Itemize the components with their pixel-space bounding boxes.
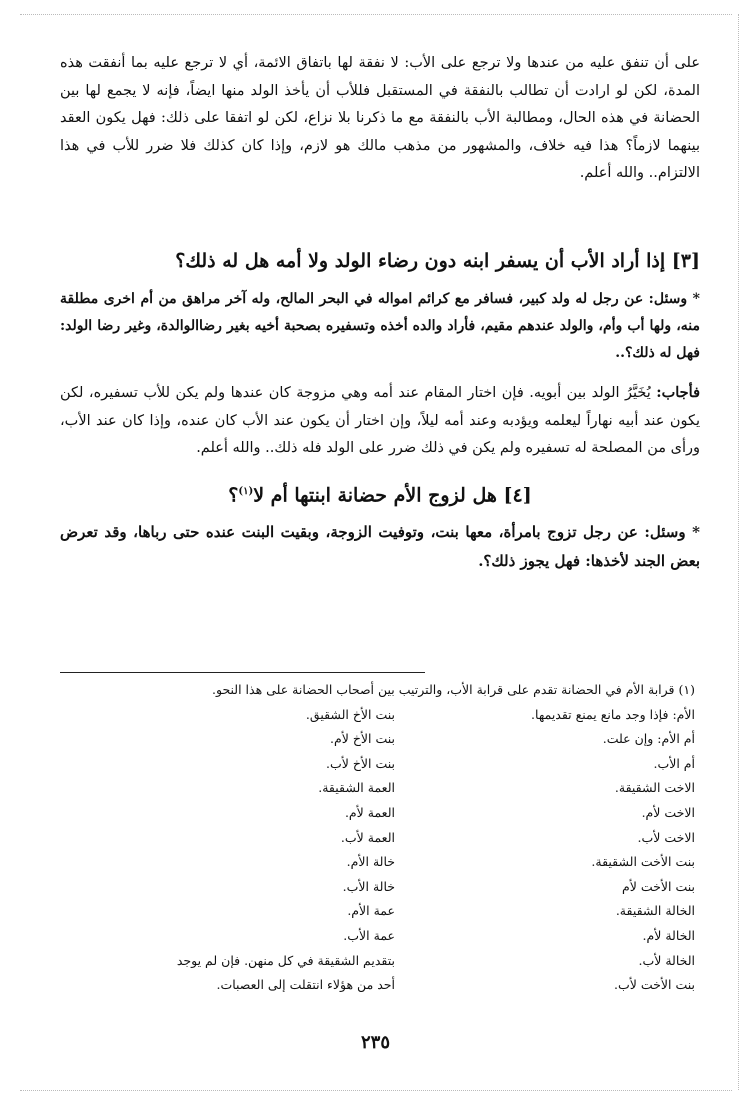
list-item: الاخت الشقيقة. — [614, 780, 695, 796]
footnote-divider — [60, 672, 425, 673]
list-item: العمة لأب. — [340, 829, 395, 845]
section-3-answer — [60, 379, 700, 463]
list-item: عمة الأم. — [347, 903, 395, 919]
list-item: خالة الأم. — [346, 854, 395, 870]
list-item: بنت الأخ لأب. — [325, 755, 395, 771]
list-item: الخالة الشقيقة. — [615, 903, 695, 919]
list-item: بتقديم الشقيقة في كل منهن. فإن لم يوجد — [176, 952, 395, 968]
scan-border-right — [738, 14, 739, 1090]
list-item: العمة لأم. — [344, 804, 395, 820]
section-4-heading-end: ؟ — [228, 483, 239, 506]
list-item: أحد من هؤلاء انتقلت إلى العصبات. — [216, 977, 395, 993]
scan-border-bottom — [20, 1090, 732, 1091]
list-item: الخالة لأب. — [638, 952, 695, 968]
footnote — [60, 678, 695, 998]
footnote-marker: (١) — [238, 485, 254, 497]
list-item: بنت الأخت لأب. — [614, 977, 695, 993]
answer-body: يُخَيَّرُ الولد بين أبويه. فإن اختار المقام عند أمه وهي مزوجة كان عندها ولم يكن للأب تسفيره، لكن يكون عند أبيه نهاراً ليعلمه ويؤدبه وعند أمه ليلاً، وإن اختار أن يكون عند الأب كان عنده، وإذا كان عند الأب، ورأى من المصلحة له تسفيره ولم يكن في ذلك ضرر على الولد فله ذلك.. والله أعلم. — [60, 385, 700, 456]
section-4-heading-text: [٤] هل لزوج الأم حضانة ابنتها أم لا — [253, 483, 532, 506]
list-item: بنت الأخت الشقيقة. — [591, 854, 695, 870]
list-item: خالة الأب. — [342, 878, 395, 894]
list-item: بنت الأخت لأم — [622, 878, 695, 894]
answer-lead: فأجاب: — [656, 384, 700, 401]
list-item: الاخت لأب. — [637, 829, 695, 845]
footnote-columns — [60, 703, 695, 998]
list-item: عمة الأب. — [343, 927, 395, 943]
list-item: الأم: فإذا وجد مانع يمنع تقديمها. — [531, 706, 695, 722]
footnote-right-column — [395, 703, 695, 998]
scan-border-top — [20, 14, 732, 15]
intro-paragraph: على أن تنفق عليه من عندها ولا ترجع على الأب: لا نفقة لها باتفاق الائمة، أي لا ترجع عليه بما أنفقت هذه المدة، لكن لو ارادت أن تطالب بالنفقة في المستقبل فللأب أن يأخذ الولد منها ايضاً، فإنه لا يجمع لها بين الحضانة في هذه الحال، ومطالبة الأب بالنفقة مع ما ذكرنا بلا نزاع، لكن لو اتفقا على ذلك: فهل يكون العقد بينهما لازماً؟ هذا فيه خلاف، والمشهور من مذهب مالك هو لازم، وإذا كان كذلك فلا ضرر للأب في هذا الالتزام.. والله أعلم. — [60, 55, 700, 181]
page-body — [60, 50, 700, 576]
list-item: أم الأم: وإن علت. — [602, 731, 695, 747]
section-4-question: * وسئل: عن رجل تزوج بامرأة، معها بنت، وتوفيت الزوجة، وبقيت البنت عنده حتى رباها، وقد تعرض بعض الجند لأخذها: فهل يجوز ذلك؟. — [60, 522, 700, 570]
section-4-heading — [60, 477, 700, 510]
list-item: بنت الأخ الشقيق. — [305, 706, 395, 722]
footnote-intro: (١) قرابة الأم في الحضانة تقدم على قرابة الأب، والترتيب بين أصحاب الحضانة على هذا النحو. — [212, 682, 695, 697]
list-item: الاخت لأم. — [641, 804, 695, 820]
list-item: بنت الأخ لأم. — [330, 731, 395, 747]
footnote-left-column — [65, 703, 395, 998]
list-item: الخالة لأم. — [642, 927, 695, 943]
section-3-question: * وسئل: عن رجل له ولد كبير، فسافر مع كرائم امواله في البحر المالح، وله آخر مراهق من أم اخرى مطلقة منه، ولها أب وأم، والولد عندهم مقيم، فأراد والده أخذه وتسفيره بصحبة أخيه بغير رضاالوالدة، وغير رضا الولد: فهل له ذلك؟.. — [60, 291, 700, 361]
section-3-heading: [٣] إذا أراد الأب أن يسفر ابنه دون رضاء الولد ولا أمه هل له ذلك؟ — [175, 250, 700, 272]
page-number: ٢٣٥ — [360, 1032, 390, 1053]
list-item: أم الأب. — [653, 755, 695, 771]
list-item: العمة الشقيقة. — [318, 780, 395, 796]
